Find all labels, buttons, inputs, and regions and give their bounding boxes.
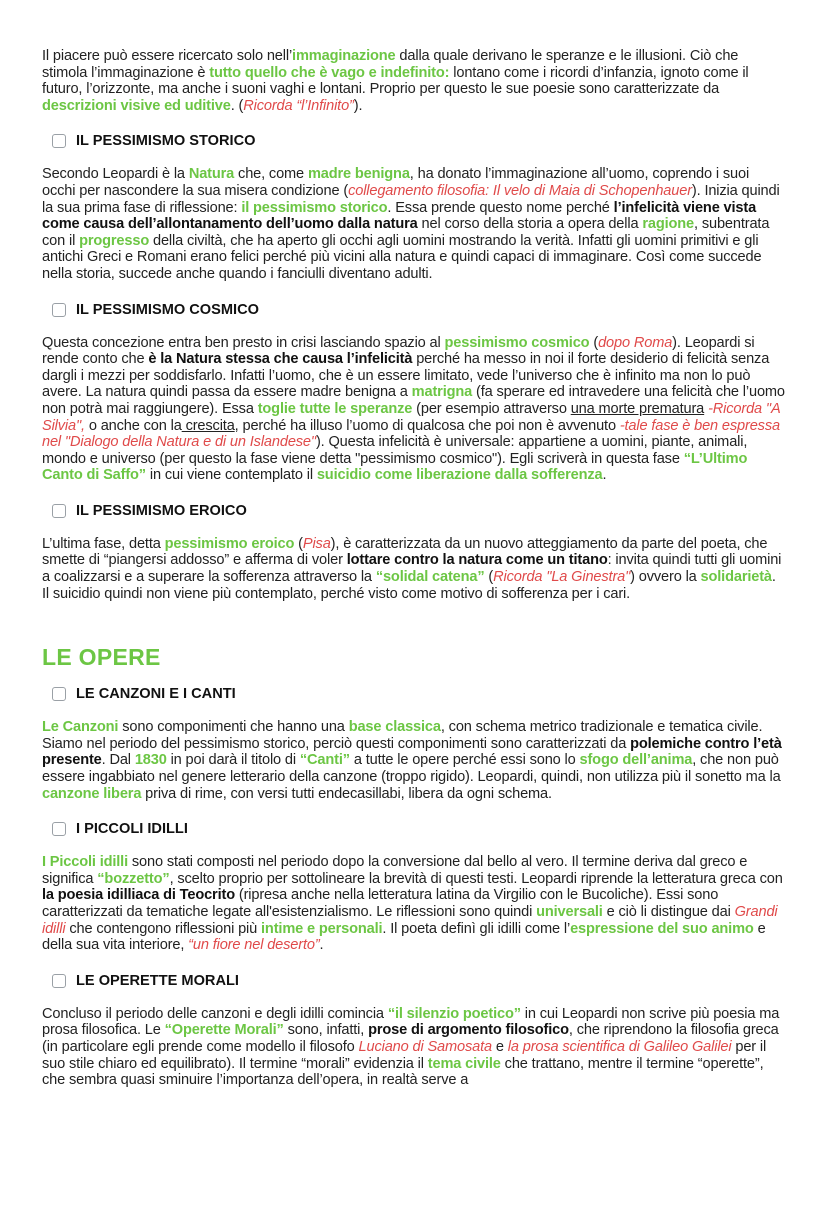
section-title: IL PESSIMISMO EROICO <box>76 502 247 519</box>
section-operette-morali[interactable] <box>42 971 786 991</box>
paragraph-canzoni: Le Canzoni sono componimenti che hanno una base classica, con schema metrico tradizionale e tematica civile. Siamo nel periodo del pessimismo storico, perciò questi componimenti sono caratterizzati da polemiche contro l’età presente. Dal 1830 in poi darà il titolo di “Canti” a tutte le opere perché essi sono lo sfogo dell’anima, che non può essere ingabbiato nel genere letterario della canzone (troppo rigido). Leopardi, quindi, non utilizza più il sonetto ma la canzone libera priva di rime, con versi tutti endecasillabi, libera da ogni schema. <box>42 719 782 802</box>
section-title: I PICCOLI IDILLI <box>76 821 188 838</box>
section-title: IL PESSIMISMO STORICO <box>76 133 256 150</box>
checkbox-icon[interactable] <box>52 687 66 701</box>
section-pessimismo-cosmico[interactable] <box>42 300 786 320</box>
section-piccoli-idilli[interactable] <box>42 819 786 839</box>
checkbox-icon[interactable] <box>52 504 66 518</box>
checkbox-icon[interactable] <box>52 974 66 988</box>
paragraph-immaginazione: Il piacere può essere ricercato solo nell’immaginazione dalla quale derivano le speranze e le illusioni. Ciò che stimola l’immaginazione è tutto quello che è vago e indefinito: lontano come i ricordi d’infanzia, ignoto come il futuro, l’orizzonte, ma anche i suoni vaghi e lontani. Proprio per questo le sue poesie sono caratterizzate da descrizioni visive ed uditive. (Ricorda “l’Infinito”). <box>42 48 749 114</box>
heading-le-opere: LE OPERE <box>42 644 161 671</box>
section-canzoni-canti[interactable] <box>42 684 786 704</box>
paragraph-pessimismo-eroico: L’ultima fase, detta pessimismo eroico (Pisa), è caratterizzata da un nuovo atteggiamento da parte del poeta, che smette di “piangersi addosso” e afferma di voler lottare contro la natura come un titano: invita quindi tutti gli uomini a coalizzarsi e a superare la sofferenza attraverso la “solidal catena” (Ricorda "La Ginestra") ovvero la solidarietà. Il suicidio quindi non viene più contemplato, perché visto come motivo di sofferenza per i cari. <box>42 535 782 602</box>
section-title: LE OPERETTE MORALI <box>76 972 239 989</box>
paragraph-piccoli-idilli: I Piccoli idilli sono stati composti nel periodo dopo la conversione dal bello al vero. Il termine deriva dal greco e significa “bozzetto”, scelto proprio per sottolineare la brevità di questi testi. Leopardi riprende la letteratura greca con la poesia idilliaca di Teocrito (ripresa anche nella letteratura latina da Virgilio con le Bucoliche). Essi sono caratterizzati da tematiche legate all'esistenzialismo. Le riflessioni sono quindi universali e ciò li distingue dai Grandi idilli che contengono riflessioni più intime e personali. Il poeta definì gli idilli come l’espressione del suo animo e della sua vita interiore, “un fiore nel deserto”. <box>42 854 783 954</box>
checkbox-icon[interactable] <box>52 134 66 148</box>
paragraph-pessimismo-cosmico: Questa concezione entra ben presto in crisi lasciando spazio al pessimismo cosmico (dopo Roma). Leopardi si rende conto che è la Natura stessa che causa l’infelicità perché ha messo in noi il forte desiderio di felicità senza dargli i mezzi per soddisfarlo. Infatti l’uomo, che è un essere limitato, vede l’universo che è infinito ma non lo può avere. La natura quindi passa da essere madre benigna a matrigna (fa sperare ed intravedere una felicità che l’uomo non potrà mai raggiungere). Essa toglie tutte le speranze (per esempio attraverso una morte prematura -Ricorda "A Silvia", o anche con la crescita, perché ha illuso l’uomo di qualcosa che poi non è avvenuto -tale fase è ben espressa nel "Dialogo della Natura e di un Islandese"). Questa infelicità è universale: appartiene a uomini, piante, animali, mondo e universo (per questo la fase viene detta "pessimismo cosmico"). Egli scriverà in questa fase “L’Ultimo Canto di Saffo” in cui viene contemplato il suicidio come liberazione dalla sofferenza. <box>42 334 785 484</box>
paragraph-pessimismo-storico: Secondo Leopardi è la Natura che, come madre benigna, ha donato l’immaginazione all’uomo, coprendo i suoi occhi per nascondere la sua misera condizione (collegamento filosofia: Il velo di Maia di Schopenhauer). Inizia quindi la sua prima fase di riflessione: il pessimismo storico. Essa prende questo nome perché l’infelicità viene vista come causa dell’allontanamento dell’uomo dalla natura nel corso della storia a opera della ragione, subentrata con il progresso della civiltà, che ha aperto gli occhi agli uomini mostrando la verità. Infatti gli uomini primitivi e gli antichi Greci e Romani erano felici perché più vicini alla natura e quindi capaci di immaginare. Così come succede nella storia, succede anche quando i fanciulli diventano adulti. <box>42 166 780 282</box>
checkbox-icon[interactable] <box>52 303 66 317</box>
checkbox-icon[interactable] <box>52 822 66 836</box>
section-pessimismo-eroico[interactable] <box>42 501 786 521</box>
section-pessimismo-storico[interactable] <box>42 131 786 151</box>
section-title: LE CANZONI E I CANTI <box>76 686 236 703</box>
section-title: IL PESSIMISMO COSMICO <box>76 301 259 318</box>
paragraph-operette-morali: Concluso il periodo delle canzoni e degli idilli comincia “il silenzio poetico” in cui Leopardi non scrive più poesia ma prosa filosofica. Le “Operette Morali” sono, infatti, prose di argomento filosofico, che riprendono la filosofia greca (in particolare egli prende come modello il filosofo Luciano di Samosata e la prosa scientifica di Galileo Galilei per il suo stile chiaro ed equilibrato). Il termine “morali” evidenzia il tema civile che trattano, mentre il termine “operette”, che sembra quasi sminuire l’importanza dell’opera, in realtà serve a <box>42 1005 780 1089</box>
